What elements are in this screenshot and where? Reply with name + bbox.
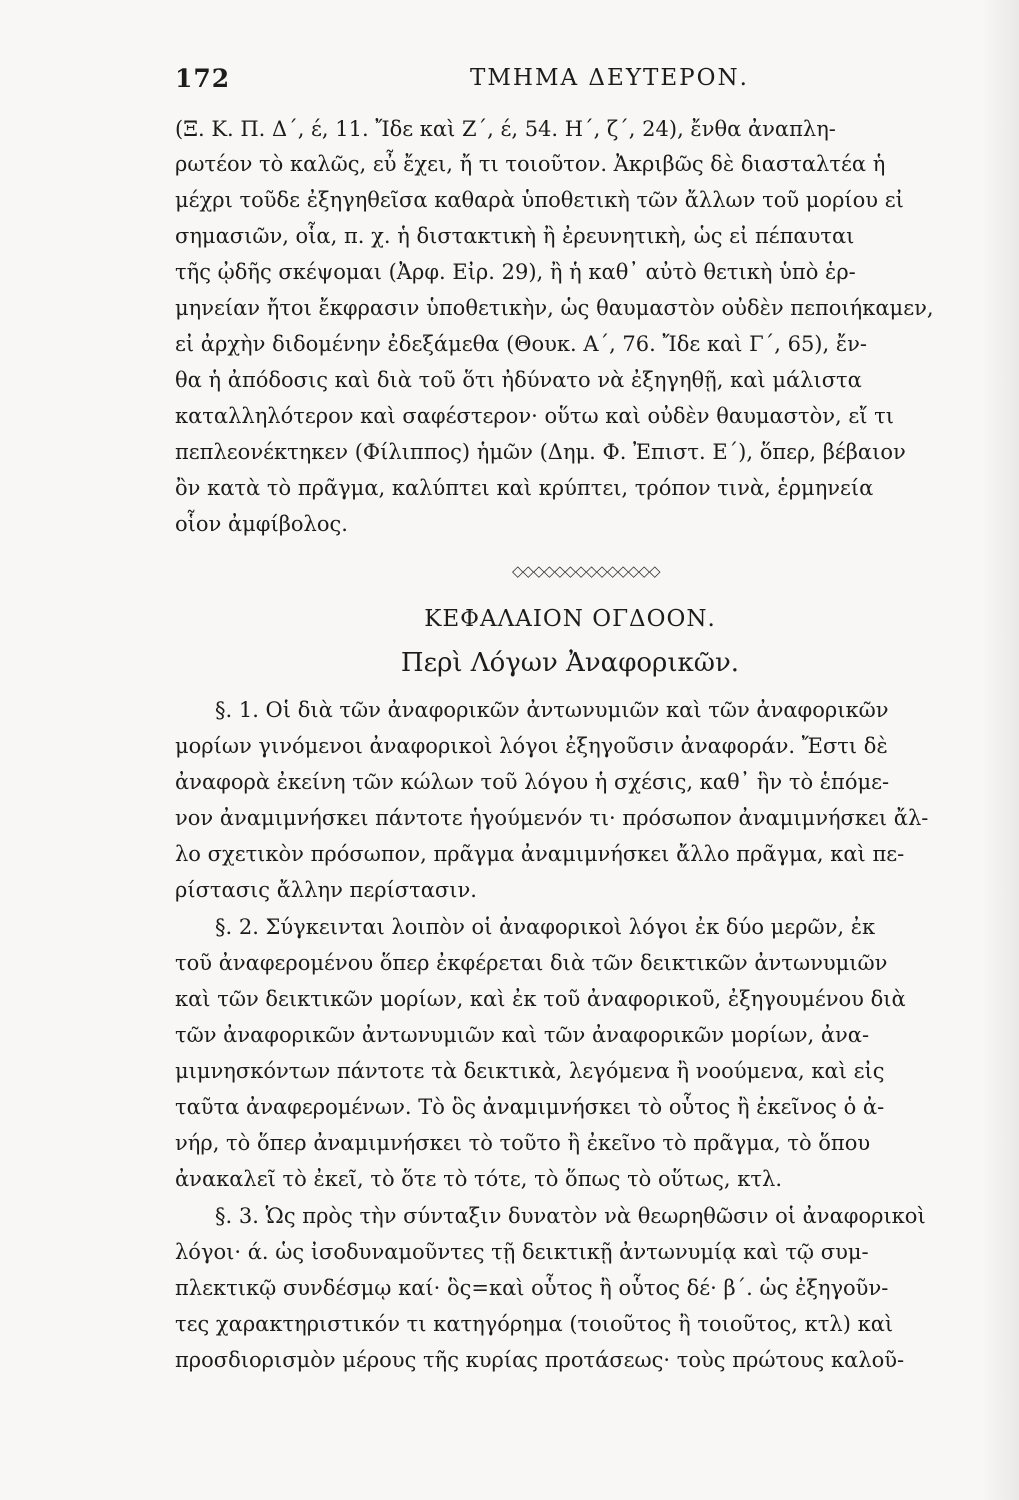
body-line: θα ἡ ἀπόδοσις καὶ διὰ τοῦ ὅτι ἠδύνατο νὰ ἐξηγηθῇ, καὶ μάλιστα [175, 368, 862, 392]
section-line: νον ἀναμιμνήσκει πάντοτε ἡγούμενόν τι· πρόσωπον ἀναμιμνήσκει ἄλ- [175, 806, 929, 830]
section-line: τοῦ ἀναφερομένου ὅπερ ἐκφέρεται διὰ τῶν δεικτικῶν ἀντωνυμιῶν [175, 951, 888, 975]
section-line: τες χαρακτηριστικόν τι κατηγόρημα (τοιοῦτος ἢ τοιοῦτος, κτλ) καὶ [175, 1312, 894, 1336]
section-line: μιμνησκόντων πάντοτε τὰ δεικτικὰ, λεγόμενα ἢ νοούμενα, καὶ εἰς [175, 1059, 885, 1083]
body-line: μέχρι τοῦδε ἐξηγηθεῖσα καθαρὰ ὑποθετικὴ τῶν ἄλλων τοῦ μορίου εἰ [175, 188, 904, 212]
section-line: μορίων γινόμενοι ἀναφορικοὶ λόγοι ἐξηγοῦσιν ἀναφοράν. Ἔστι δὲ [175, 734, 888, 758]
page-number: 172 [175, 64, 231, 93]
section-ornament: ◇◇◇◇◇◇◇◇◇◇◇◇◇◇ [512, 562, 660, 580]
body-line: οἷον ἀμφίβολος. [175, 512, 348, 536]
section-line: §. 1. Οἱ διὰ τῶν ἀναφορικῶν ἀντωνυμιῶν καὶ τῶν ἀναφορικῶν [215, 698, 889, 722]
section-line: ἀναφορὰ ἐκείνη τῶν κώλων τοῦ λόγου ἡ σχέσις, καθ᾽ ἣν τὸ ἑπόμε- [175, 770, 890, 794]
section-line: καὶ τῶν δεικτικῶν μορίων, καὶ ἐκ τοῦ ἀναφορικοῦ, ἐξηγουμένου διὰ [175, 987, 906, 1011]
body-line: εἰ ἀρχὴν διδομένην ἐδεξάμεθα (Θουκ. Α΄, 76. Ἴδε καὶ Γ΄, 65), ἔν- [175, 332, 867, 356]
body-line: ρωτέον τὸ καλῶς, εὖ ἔχει, ἤ τι τοιοῦτον. Ἀκριβῶς δὲ διασταλτέα ἡ [175, 152, 886, 176]
body-line: πεπλεονέκτηκεν (Φίλιππος) ἡμῶν (Δημ. Φ. Ἐπιστ. Ε΄), ὅπερ, βέβαιον [175, 440, 906, 464]
body-line: σημασιῶν, οἷα, π. χ. ἡ διστακτικὴ ἢ ἐρευνητικὴ, ὡς εἰ πέπαυται [175, 224, 855, 248]
body-line: ὂν κατὰ τὸ πρᾶγμα, καλύπτει καὶ κρύπτει, τρόπον τινὰ, ἑρμηνεία [175, 476, 874, 500]
page-header [175, 64, 965, 100]
body-line: τῆς ᾠδῆς σκέψομαι (Ἀρφ. Εἰρ. 29), ἢ ἡ καθ᾽ αὐτὸ θετικὴ ὑπὸ ἑρ- [175, 260, 856, 284]
section-line: πλεκτικῷ συνδέσμῳ καί· ὃς=καὶ οὗτος ἢ οὗτος δέ· β΄. ὡς ἐξηγοῦν- [175, 1276, 889, 1300]
page-edge-shadow [981, 0, 1019, 1500]
section-line: §. 2. Σύγκεινται λοιπὸν οἱ ἀναφορικοὶ λόγοι ἐκ δύο μερῶν, ἐκ [215, 915, 876, 939]
section-line: ταῦτα ἀναφερομένων. Τὸ ὃς ἀναμιμνήσκει τὸ οὗτος ἢ ἐκεῖνος ὁ ἀ- [175, 1095, 885, 1119]
chapter-subtitle: Περὶ Λόγων Ἀναφορικῶν. [400, 648, 740, 678]
section-line: ρίστασις ἄλλην περίστασιν. [175, 878, 477, 902]
chapter-title: ΚΕΦΑΛΑΙΟΝ ΟΓΔΟΟΝ. [424, 606, 716, 632]
section-line: τῶν ἀναφορικῶν ἀντωνυμιῶν καὶ τῶν ἀναφορικῶν μορίων, ἀνα- [175, 1023, 870, 1047]
section-line: νήρ, τὸ ὅπερ ἀναμιμνήσκει τὸ τοῦτο ἢ ἐκεῖνο τὸ πρᾶγμα, τὸ ὅπου [175, 1131, 871, 1155]
body-line: (Ξ. Κ. Π. Δ΄, έ, 11. Ἴδε καὶ Ζ΄, έ, 54. Η΄, ζ΄, 24), ἔνθα ἀναπλη- [175, 117, 836, 141]
section-line: λόγοι· ά. ὡς ἰσοδυναμοῦντες τῇ δεικτικῇ ἀντωνυμίᾳ καὶ τῷ συμ- [175, 1240, 869, 1264]
body-line: καταλληλότερον καὶ σαφέστερον· οὕτω καὶ οὐδὲν θαυμαστὸν, εἴ τι [175, 404, 895, 428]
section-line: ἀνακαλεῖ τὸ ἐκεῖ, τὸ ὅτε τὸ τότε, τὸ ὅπως τὸ οὕτως, κτλ. [175, 1167, 782, 1191]
section-line: λο σχετικὸν πρόσωπον, πρᾶγμα ἀναμιμνήσκει ἄλλο πρᾶγμα, καὶ πε- [175, 842, 905, 866]
section-line: προσδιορισμὸν μέρους τῆς κυρίας προτάσεως· τοὺς πρώτους καλοῦ- [175, 1348, 905, 1372]
running-head: ΤΜΗΜΑ ΔΕΥΤΕΡΟΝ. [470, 65, 749, 91]
section-line: §. 3. Ὡς πρὸς τὴν σύνταξιν δυνατὸν νὰ θεωρηθῶσιν οἱ ἀναφορικοὶ [215, 1204, 926, 1228]
body-line: μηνείαν ἤτοι ἔκφρασιν ὑποθετικὴν, ὡς θαυμαστὸν οὐδὲν πεποιήκαμεν, [175, 296, 934, 320]
